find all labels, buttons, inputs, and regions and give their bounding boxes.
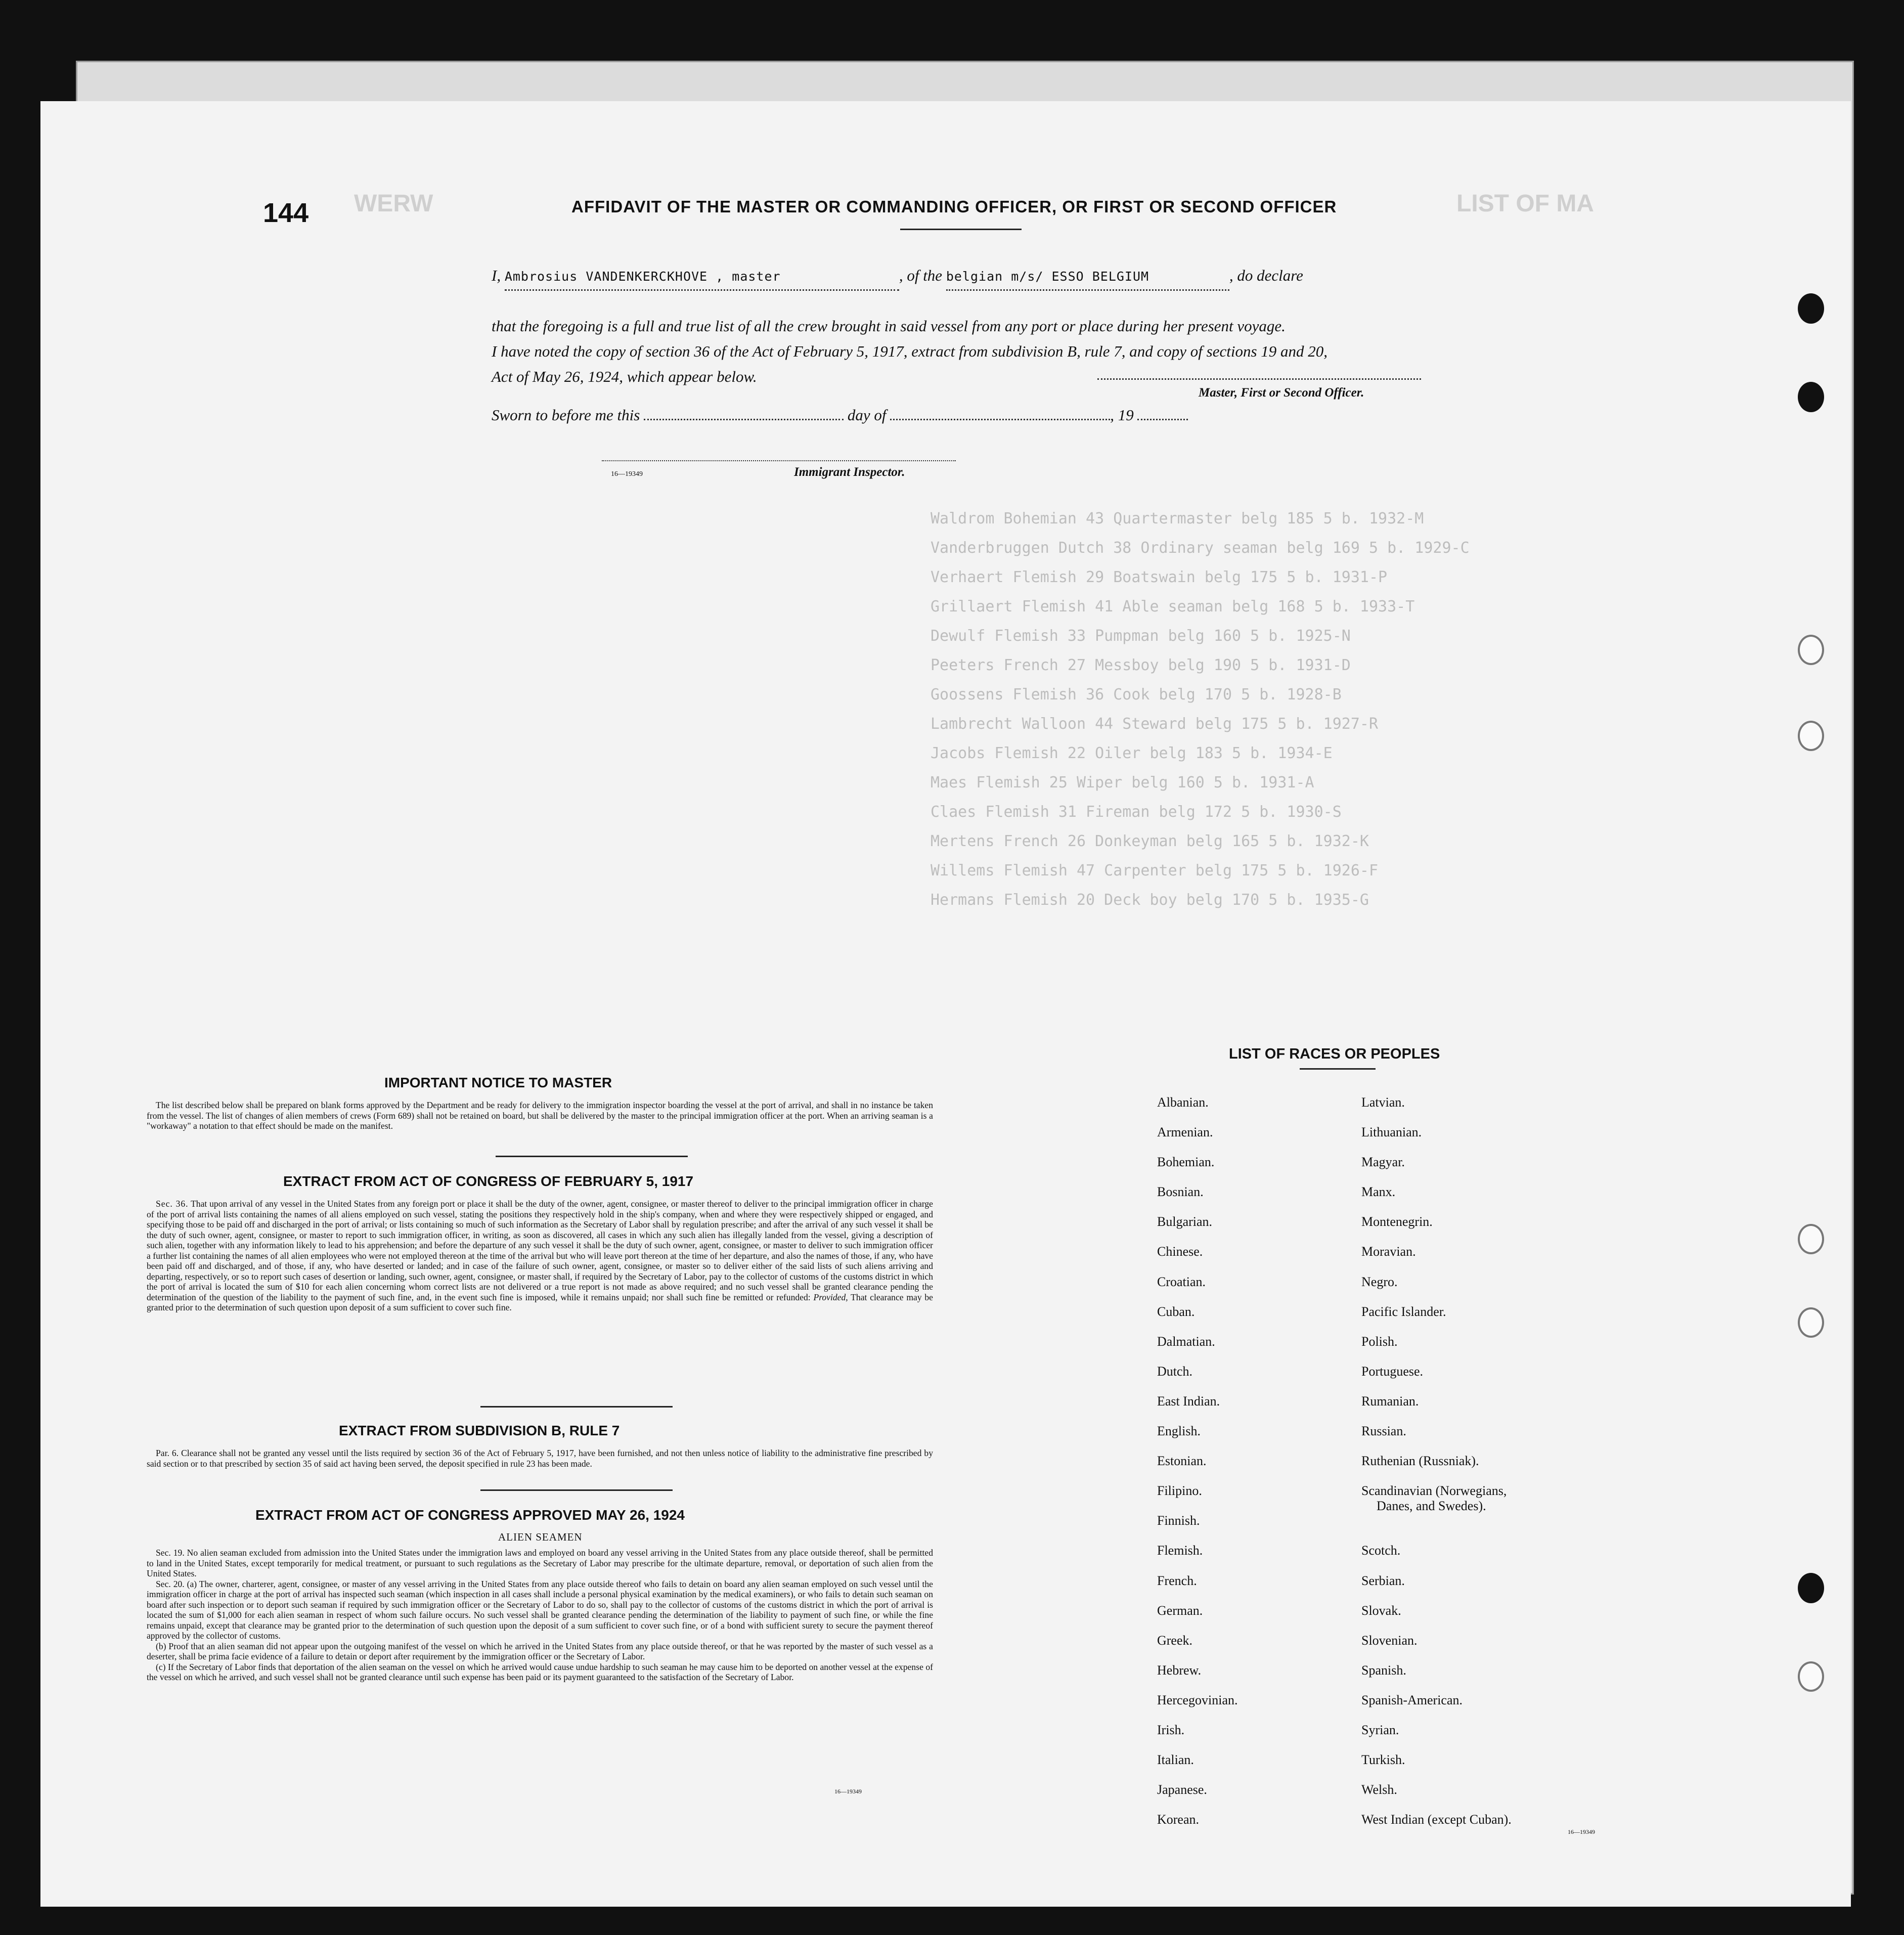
declaration-text-line: that the foregoing is a full and true list of all the crew brought in said vessel from any port or place during her present voyage. (492, 317, 1286, 335)
race-item: Korean. (1157, 1812, 1200, 1827)
races-title: LIST OF RACES OR PEOPLES (1229, 1046, 1440, 1062)
sec19-text (147, 1548, 933, 1579)
race-item: Welsh. (1361, 1782, 1397, 1797)
race-item: Scandinavian (Norwegians, (1361, 1483, 1507, 1499)
form-code: 16—19349 (1568, 1828, 1595, 1835)
extract-rule7-title: EXTRACT FROM SUBDIVISION B, RULE 7 (339, 1423, 620, 1438)
manifest-page (40, 101, 1851, 1907)
race-item: Negro. (1361, 1274, 1398, 1289)
race-item: Croatian. (1157, 1274, 1206, 1289)
vessel-field: belgian m/s/ ESSO BELGIUM (946, 264, 1229, 291)
race-item: Spanish-American. (1361, 1692, 1463, 1707)
race-item: Ruthenian (Russniak). (1361, 1454, 1479, 1469)
bleed-row: Maes Flemish 25 Wiper belg 160 5 b. 1931-A (931, 774, 1314, 791)
bleed-row: Goossens Flemish 36 Cook belg 170 5 b. 1928-B (931, 686, 1342, 703)
race-item: Italian. (1157, 1752, 1194, 1768)
sec19-body: No alien seaman excluded from admission into the United States under the immigration laws and employed on board any vessel arriving in the United States from any place outside thereof, shall be permitted to land in the United States, except temporarily for medical treatment, or pursuant to such regulations as the Secretary of Labor may prescribe for the ultimate departure, removal, or deportation of such alien from the United States. (147, 1548, 934, 1578)
race-item: Estonian. (1157, 1454, 1207, 1469)
race-item: Dalmatian. (1157, 1334, 1215, 1349)
alien-seamen-subtitle: ALIEN SEAMEN (498, 1531, 583, 1543)
decl-do-declare: , do declare (1229, 267, 1303, 284)
page-number: 144 (263, 198, 309, 228)
race-item: Lithuanian. (1361, 1125, 1422, 1140)
race-item: Slovenian. (1361, 1633, 1418, 1648)
master-name-field: Ambrosius VANDENKERCKHOVE , master (505, 264, 899, 291)
sec20a-text (147, 1579, 933, 1641)
race-item: Montenegrin. (1361, 1214, 1433, 1229)
inspector-label: Immigrant Inspector. (794, 465, 905, 479)
sworn-prefix: Sworn to before me this (492, 406, 640, 424)
sworn-month-field (890, 405, 1110, 420)
bleed-row: Claes Flemish 31 Fireman belg 172 5 b. 1930-S (931, 803, 1342, 821)
signature-label: Master, First or Second Officer. (1199, 386, 1364, 400)
sec36-provided: Provided, (813, 1292, 848, 1302)
sec19-label: Sec. 19. (156, 1548, 185, 1558)
affidavit-title: AFFIDAVIT OF THE MASTER OR COMMANDING OFFICER, OR FIRST OR SECOND OFFICER (571, 197, 1337, 216)
sec20-label: Sec. 20. (156, 1578, 185, 1589)
declaration-line (492, 263, 1303, 291)
race-item: Rumanian. (1361, 1393, 1419, 1409)
race-item: Hebrew. (1157, 1662, 1202, 1678)
binder-hole (1798, 382, 1824, 412)
race-item: Greek. (1157, 1633, 1193, 1648)
bleed-row: Dewulf Flemish 33 Pumpman belg 160 5 b. 1925-N (931, 627, 1351, 645)
bleed-row: Vanderbruggen Dutch 38 Ordinary seaman belg 169 5 b. 1929-C (931, 539, 1470, 557)
race-item: Bulgarian. (1157, 1214, 1213, 1229)
race-item: Moravian. (1361, 1244, 1416, 1259)
form-code: 16—19349 (611, 470, 643, 478)
races-rule (1300, 1068, 1376, 1070)
binder-hole (1798, 1661, 1824, 1692)
race-item: Portuguese. (1361, 1364, 1424, 1379)
notice-title: IMPORTANT NOTICE TO MASTER (384, 1075, 612, 1090)
sworn-year-field (1137, 405, 1188, 420)
declaration-text-line: Act of May 26, 1924, which appear below. (492, 368, 757, 385)
race-item: Slovak. (1361, 1603, 1401, 1618)
extract-rule7-text: Par. 6. Clearance shall not be granted any vessel until the lists required by section 36 of the Act of February 5, 1917, have been furnished, and not then unless notice of liability to the administrative fine prescribed by said section or to that prescribed by section 35 of said act having been served, the deposit specified in rule 23 has been made. (147, 1448, 933, 1469)
decl-of-the: , of the (899, 267, 943, 284)
inspector-line (602, 460, 956, 461)
race-item: Polish. (1361, 1334, 1398, 1349)
notice-text: The list described below shall be prepared on blank forms approved by the Department and be ready for delivery to the immigration inspector boarding the vessel at the port of arrival, and shall in no instance be taken from the vessel. The list of changes of alien members of crews (Form 689) shall not be retained on board, but shall be delivered by the master to the principal immigration officer at the port. When an arriving seaman is a "workaway" a notation to that effect should be made on the manifest. (147, 1100, 933, 1131)
sworn-day-field (644, 405, 844, 420)
race-item-continued: Danes, and Swedes). (1377, 1499, 1486, 1514)
bleed-row: Grillaert Flemish 41 Able seaman belg 168 5 b. 1933-T (931, 598, 1415, 615)
extract-1917-text (147, 1199, 933, 1313)
race-item: Latvian. (1361, 1095, 1405, 1110)
bleed-heading-crew: WERW (354, 190, 433, 217)
races-right-column (1361, 1095, 1512, 1842)
title-rule (900, 229, 1022, 230)
race-item: Manx. (1361, 1184, 1396, 1200)
race-item: West Indian (except Cuban). (1361, 1812, 1512, 1827)
bleed-row: Waldrom Bohemian 43 Quartermaster belg 185 5 b. 1932-M (931, 510, 1424, 527)
race-item: Spanish. (1361, 1662, 1406, 1678)
race-item: Serbian. (1361, 1573, 1405, 1588)
section-rule (496, 1156, 688, 1157)
race-item: Cuban. (1157, 1304, 1195, 1319)
binder-hole (1798, 293, 1824, 324)
extract-1917-title: EXTRACT FROM ACT OF CONGRESS OF FEBRUARY 5, 1917 (283, 1173, 694, 1189)
binder-hole (1798, 1307, 1824, 1338)
race-item: Russian. (1361, 1424, 1406, 1439)
race-item: Bohemian. (1157, 1155, 1215, 1170)
race-item: English. (1157, 1424, 1201, 1439)
sworn-line (492, 405, 1188, 424)
race-item: Flemish. (1157, 1543, 1203, 1558)
bleed-row: Mertens French 26 Donkeyman belg 165 5 b. 1932-K (931, 832, 1369, 850)
binder-hole (1798, 1224, 1824, 1254)
bleed-row: Jacobs Flemish 22 Oiler belg 183 5 b. 1934-E (931, 744, 1333, 762)
race-item: Turkish. (1361, 1752, 1405, 1768)
bleed-row: Lambrecht Walloon 44 Steward belg 175 5 b. 1927-R (931, 715, 1379, 733)
race-item: German. (1157, 1603, 1203, 1618)
extract-1924-title: EXTRACT FROM ACT OF CONGRESS APPROVED MAY 26, 1924 (255, 1507, 685, 1523)
sec20a-body: (a) The owner, charterer, agent, consignee, or master of any vessel arriving in the United States from any place outside thereof who fails to detain on board any alien seaman employed on such vessel until the immigration officer in charge at the port of arrival has inspected such seaman (which inspection in all cases shall include a personal physical examination by the medical examiners), or who fails to detain such seaman on board after such inspection or to deport such seaman if required by such immigration officer or the Secretary of Labor to do so, shall pay to the collector of customs of the customs district in which the port of arrival is located the sum of $1,000 for each alien seaman in respect of whom such failure occurs. No such vessel shall be granted clearance pending the determination of the liability to payment of such fine, or while the fine remains unpaid, except that clearance may be granted prior to the determination of such question upon the deposit of a sum sufficient to cover such fine, or of a bond with sufficient surety to secure the payment thereof approved by the collector of customs. (147, 1578, 933, 1641)
binder-hole (1798, 635, 1824, 665)
form-code: 16—19349 (834, 1788, 862, 1795)
race-item: Finnish. (1157, 1513, 1200, 1528)
section-rule (480, 1406, 673, 1408)
sworn-year-prefix: , 19 (1110, 406, 1134, 424)
race-item: Dutch. (1157, 1364, 1193, 1379)
race-item: Irish. (1157, 1722, 1185, 1737)
signature-line (1097, 378, 1421, 380)
extract-1924-text (147, 1548, 933, 1683)
sec36-text: That upon arrival of any vessel in the United States from any foreign port or place it shall be the duty of the owner, agent, consignee, or master thereof to deliver to the principal immigration officer in charge of the port of arrival lists containing the names of all aliens employed on such vessel, stating the positions they respectively hold in the ship's company, when and where they were respectively shipped or engaged, and specifying those to be paid off and discharged in the port of arrival; or lists containing so much of such information as the Secretary of Labor shall by regulation prescribe; and after the arrival of any such vessel it shall be the duty of such owner, agent, consignee, or master to report to such immigration officer, in writing, as soon as discovered, all cases in which any such alien has illegally landed from the vessel, giving a description of such alien, together with any information likely to lead to his apprehension; and before the departure of any such vessel it shall be the duty of such owner, agent, consignee, or master to deliver to such immigration officer a further list containing the names of all alien employees who were not employed thereon at the time of the arrival but who will leave port thereon at the time of her departure, and also the names of those, if any, who have been paid off and discharged, and of those, if any, who have deserted or landed; and in case of the failure of such owner, agent, consignee, or master so to deliver either of the said lists of such aliens arriving and departing, respectively, or so to report such cases of desertion or landing, such owner, agent, consignee, or master shall, if required by the Secretary of Labor, pay to the collector of customs of the customs district in which the port of arrival is located the sum of $10 for each alien concerning whom correct lists are not delivered or a true report is not made as above required; and no such vessel shall be granted clearance pending the determination of the question of the liability to the payment of such fine, and, in the event such fine is imposed, while it remains unpaid; nor shall such fine be remitted or refunded: (147, 1199, 933, 1302)
bleed-row: Verhaert Flemish 29 Boatswain belg 175 5 b. 1931-P (931, 568, 1388, 586)
binder-hole (1798, 721, 1824, 751)
sec20c-text: (c) If the Secretary of Labor finds that deportation of the alien seaman on the vessel on which he arrived would cause undue hardship to such seaman he may cause him to be deported on another vessel at the expense of the vessel on which he arrived, and such vessel shall not be granted clearance until such expense has been paid or its payment guaranteed to the satisfaction of the Secretary of Labor. (147, 1661, 933, 1682)
bleed-row: Peeters French 27 Messboy belg 190 5 b. 1931-D (931, 656, 1351, 674)
bleed-heading: LIST OF MA (1456, 190, 1594, 217)
race-item: Syrian. (1361, 1722, 1399, 1737)
sworn-day-of: day of (847, 406, 887, 424)
race-item: Armenian. (1157, 1125, 1213, 1140)
race-item: East Indian. (1157, 1393, 1220, 1409)
declaration-text-line: I have noted the copy of section 36 of the Act of February 5, 1917, extract from subdivision B, rule 7, and copy of sections 19 and 20, (492, 342, 1328, 360)
race-item: Filipino. (1157, 1483, 1202, 1499)
bleed-row: Hermans Flemish 20 Deck boy belg 170 5 b. 1935-G (931, 891, 1369, 909)
binder-hole (1798, 1573, 1824, 1603)
race-item: Bosnian. (1157, 1184, 1204, 1200)
section-rule (480, 1489, 673, 1491)
race-item: Albanian. (1157, 1095, 1209, 1110)
decl-i: I, (492, 267, 501, 284)
sec36-label: Sec. 36. (156, 1199, 189, 1209)
race-item: Japanese. (1157, 1782, 1207, 1797)
race-item: Pacific Islander. (1361, 1304, 1446, 1319)
race-item: Hercegovinian. (1157, 1692, 1238, 1707)
race-item: Magyar. (1361, 1155, 1405, 1170)
sec36-text-end: That clearance may be granted prior to the determination of such question upon deposit of a sum sufficient to cover such fine. (147, 1292, 933, 1312)
races-left-column (1157, 1095, 1238, 1842)
bleed-row: Willems Flemish 47 Carpenter belg 175 5 b. 1926-F (931, 862, 1379, 879)
race-item: French. (1157, 1573, 1197, 1588)
race-item: Chinese. (1157, 1244, 1203, 1259)
race-item: Scotch. (1361, 1543, 1401, 1558)
sec20b-text: (b) Proof that an alien seaman did not appear upon the outgoing manifest of the vessel on which he arrived in the United States from any place outside thereof, or that he was reported by the master of such vessel as a deserter, shall be prima facie evidence of a failure to detain or deport after requirement by the immigration officer or the Secretary of Labor. (147, 1641, 933, 1661)
